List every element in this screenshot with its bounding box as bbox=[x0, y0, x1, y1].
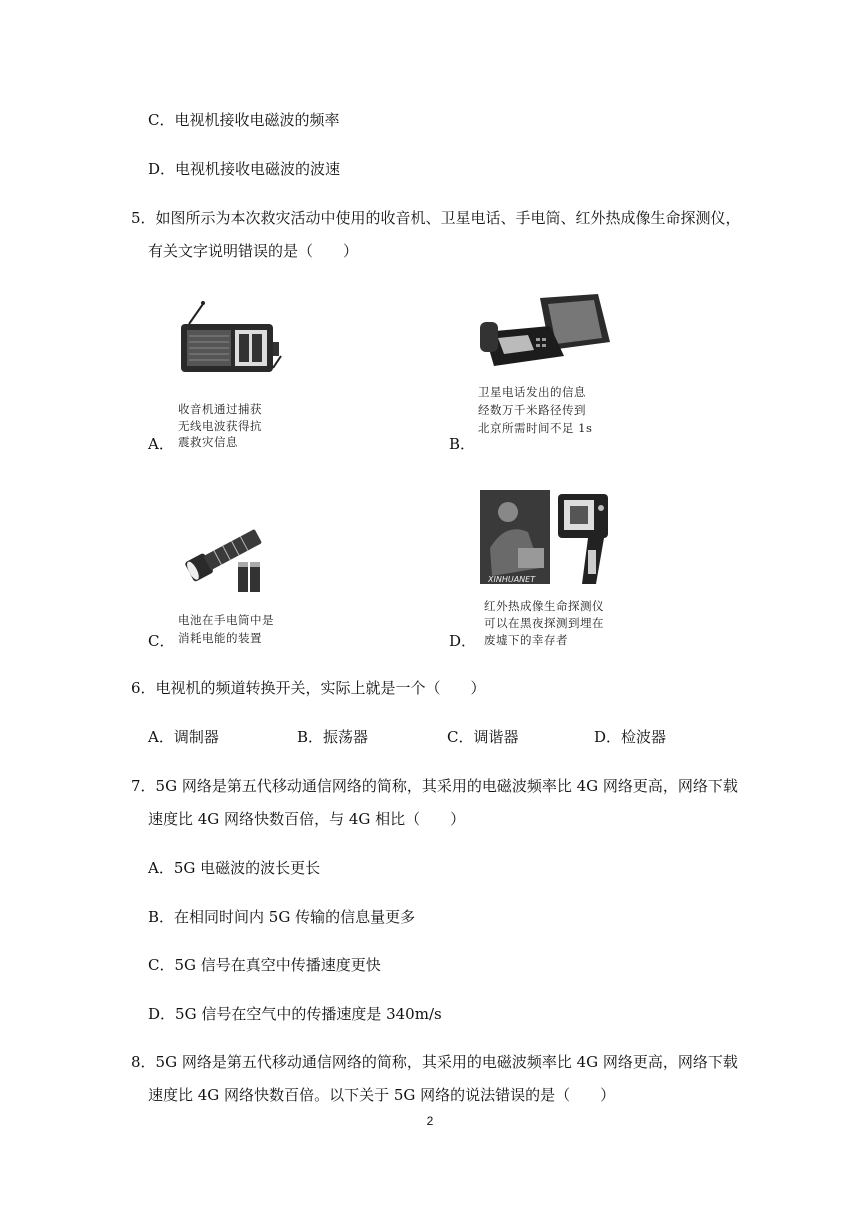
caption-d-line3: 废墟下的幸存者 bbox=[484, 633, 568, 647]
thermal-imaging-illustration bbox=[478, 488, 618, 592]
caption-d-line2: 可以在黑夜探测到埋在 bbox=[484, 616, 604, 630]
caption-c-line1: 电池在手电筒中是 bbox=[178, 613, 274, 627]
caption-b-line3: 北京所需时间不足 1s bbox=[478, 421, 593, 435]
caption-a-line3: 震救灾信息 bbox=[178, 435, 238, 449]
q7-stem-line1: 7．5G 网络是第五代移动通信网络的简称，其采用的电磁波频率比 4G 网络更高，网络下载 bbox=[131, 777, 738, 795]
q7-option-a: A．5G 电磁波的波长更长 bbox=[148, 859, 321, 877]
q6-option-a: A．调制器 bbox=[148, 728, 219, 746]
q6-option-b: B．振荡器 bbox=[297, 728, 369, 746]
q5-option-d-label: D． bbox=[449, 632, 477, 650]
q7-option-b: B．在相同时间内 5G 传输的信息量更多 bbox=[148, 908, 416, 926]
caption-c-line2: 消耗电能的装置 bbox=[178, 631, 262, 645]
q4-option-d: D．电视机接收电磁波的波速 bbox=[148, 160, 341, 178]
q5-option-a-label: A． bbox=[148, 435, 174, 453]
q7-stem-line2: 速度比 4G 网络快数百倍，与 4G 相比（ ） bbox=[148, 810, 466, 828]
q6-option-c: C．调谐器 bbox=[447, 728, 519, 746]
flashlight-illustration bbox=[180, 512, 276, 600]
xinhuanet-watermark: XINHUANET bbox=[488, 575, 536, 584]
radio-illustration bbox=[175, 298, 285, 384]
q7-option-d: D．5G 信号在空气中的传播速度是 340m/s bbox=[148, 1005, 442, 1023]
q6-stem: 6．电视机的频道转换开关，实际上就是一个（ ） bbox=[131, 679, 486, 697]
q5-option-c-label: C． bbox=[148, 632, 175, 650]
page-number: 2 bbox=[426, 1114, 434, 1128]
q7-option-c: C．5G 信号在真空中传播速度更快 bbox=[148, 956, 381, 974]
q8-stem-line2: 速度比 4G 网络快数百倍。以下关于 5G 网络的说法错误的是（ ） bbox=[148, 1086, 616, 1104]
caption-b-line1: 卫星电话发出的信息 bbox=[478, 385, 586, 399]
q5-stem-line1: 5．如图所示为本次救灾活动中使用的收音机、卫星电话、手电筒、红外热成像生命探测仪， bbox=[131, 209, 741, 227]
caption-d-line1: 红外热成像生命探测仪 bbox=[484, 599, 604, 613]
q6-option-d: D．检波器 bbox=[594, 728, 667, 746]
satellite-phone-illustration bbox=[478, 292, 614, 376]
caption-a-line1: 收音机通过捕获 bbox=[178, 402, 262, 416]
caption-a-line2: 无线电波获得抗 bbox=[178, 419, 262, 433]
caption-b-line2: 经数万千米路径传到 bbox=[478, 403, 586, 417]
q5-option-b-label: B． bbox=[449, 435, 476, 453]
q8-stem-line1: 8．5G 网络是第五代移动通信网络的简称，其采用的电磁波频率比 4G 网络更高，网络下载 bbox=[131, 1053, 738, 1071]
q4-option-c: C．电视机接收电磁波的频率 bbox=[148, 111, 340, 129]
q5-stem-line2: 有关文字说明错误的是（ ） bbox=[148, 242, 359, 260]
